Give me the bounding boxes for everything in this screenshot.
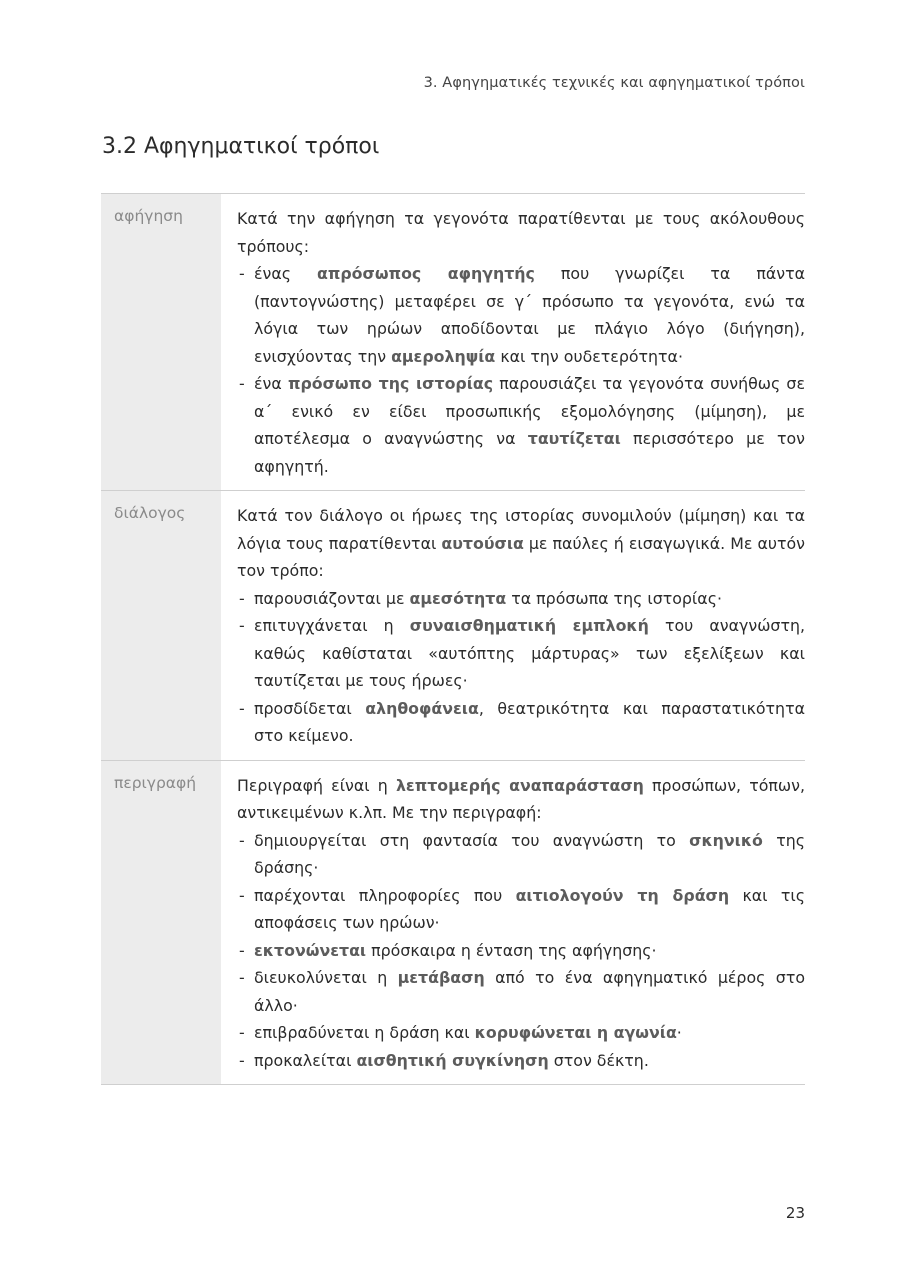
body-text: προκαλείται xyxy=(254,1050,357,1070)
body-text: , θεατρικότητα και παραστατικότητα στο κείμενο. xyxy=(254,698,805,745)
body-text: από το ένα αφηγηματικό μέρος στο άλλο· xyxy=(254,968,805,1015)
body-text: με παύλες ή εισαγωγικά. Με αυτόν τον τρόπο: xyxy=(237,533,806,580)
list-item xyxy=(237,964,805,1019)
list-item xyxy=(237,695,805,750)
keyword-text: εκτονώνεται xyxy=(254,940,367,960)
list-item xyxy=(237,612,805,695)
list-item xyxy=(237,370,805,480)
keyword-text: σκηνικό xyxy=(689,830,763,850)
keyword-text: αμεσότητα xyxy=(409,588,507,608)
list-item xyxy=(237,827,805,882)
list-item xyxy=(237,260,805,370)
definition-intro xyxy=(237,205,805,260)
term-cell: διάλογος xyxy=(101,491,221,760)
table-row xyxy=(101,491,805,761)
list-item xyxy=(237,585,805,613)
body-text: δημιουργείται στη φαντασία του αναγνώστη το xyxy=(254,830,690,850)
keyword-text: ταυτίζεται xyxy=(527,429,621,448)
body-text: Κατά τον διάλογο οι ήρωες της ιστορίας συνομιλούν (μίμηση) και τα λόγια τους παρατίθενται xyxy=(237,506,805,553)
body-text: και την ουδετερότητα· xyxy=(495,346,683,366)
body-text: πρόσκαιρα η ένταση της αφήγησης· xyxy=(366,940,657,960)
keyword-text: αυτούσια xyxy=(441,533,524,553)
keyword-text: αιτιολογούν τη δράση xyxy=(515,885,730,905)
body-text: του αναγνώστη, καθώς καθίσταται «αυτόπτης μάρτυρας» των εξελίξεων και ταυτίζεται με τους ήρωες· xyxy=(254,616,805,690)
body-text: επιβραδύνεται η δράση και xyxy=(254,1023,475,1042)
list-item xyxy=(237,882,805,937)
definition-intro xyxy=(237,502,805,585)
table-row xyxy=(101,194,805,491)
keyword-text: πρόσωπο της ιστορίας xyxy=(287,374,494,393)
body-text: επιτυγχάνεται η xyxy=(254,616,410,635)
keyword-text: απρόσωπος αφηγητής xyxy=(317,264,535,283)
keyword-text: μετάβαση xyxy=(397,968,485,987)
body-text: ένας xyxy=(254,264,318,283)
body-text: · xyxy=(676,1023,682,1042)
definition-cell xyxy=(221,194,805,490)
body-text: παρουσιάζονται με xyxy=(254,588,410,608)
term-cell: περιγραφή xyxy=(101,761,221,1085)
body-text: παρέχονται πληροφορίες που xyxy=(254,885,516,905)
definition-list xyxy=(237,827,805,1075)
body-text: προσώπων, τόπων, αντικειμένων κ.λπ. Με την περιγραφή: xyxy=(237,775,805,822)
definition-list xyxy=(237,585,805,750)
keyword-text: αμεροληψία xyxy=(391,346,496,366)
body-text: τα πρόσωπα της ιστορίας· xyxy=(506,588,722,608)
keyword-text: συναισθηματική εμπλοκή xyxy=(409,616,649,635)
body-text: παρουσιάζει τα γεγονότα συνήθως σε α΄ ενικό εν είδει προσωπικής εξομολόγησης (μίμηση), με αποτέλεσμα ο αναγνώστης να xyxy=(254,374,805,448)
body-text: προσδίδεται xyxy=(254,698,366,718)
body-text: ένα xyxy=(254,374,288,393)
definition-intro xyxy=(237,772,805,827)
table-row xyxy=(101,761,805,1086)
body-text: Περιγραφή είναι η xyxy=(237,775,396,795)
body-text: διευκολύνεται η xyxy=(254,968,398,987)
list-item xyxy=(237,1047,805,1075)
body-text: στον δέκτη. xyxy=(548,1050,649,1070)
body-text: που γνωρίζει τα πάντα (παντογνώστης) μεταφέρει σε γ΄ πρόσωπο τα γεγονότα, ενώ τα λόγια των ηρώων αποδίδονται με πλάγιο λόγο (διήγηση), ενισχύοντας την xyxy=(254,264,805,366)
running-header: 3. Αφηγηματικές τεχνικές και αφηγηματικοί τρόποι xyxy=(423,75,805,91)
list-item xyxy=(237,1019,805,1047)
definition-cell xyxy=(221,491,805,760)
keyword-text: κορυφώνεται η αγωνία xyxy=(474,1023,677,1042)
body-text: περισσότερο με τον αφηγητή. xyxy=(254,429,805,476)
body-text: Κατά την αφήγηση τα γεγονότα παρατίθενται με τους ακόλουθους τρόπους: xyxy=(237,209,805,256)
keyword-text: αληθοφάνεια xyxy=(365,698,479,718)
keyword-text: λεπτομερής αναπαράσταση xyxy=(395,775,644,795)
definition-cell xyxy=(221,761,805,1085)
page-number: 23 xyxy=(785,1204,805,1222)
term-cell: αφήγηση xyxy=(101,194,221,490)
body-text: της δράσης· xyxy=(254,830,805,877)
narrative-modes-table xyxy=(101,193,805,1085)
body-text: και τις αποφάσεις των ηρώων· xyxy=(254,885,805,932)
list-item xyxy=(237,937,805,965)
keyword-text: αισθητική συγκίνηση xyxy=(356,1050,549,1070)
section-title: 3.2 Αφηγηματικοί τρόποι xyxy=(102,134,380,159)
definition-list xyxy=(237,260,805,480)
